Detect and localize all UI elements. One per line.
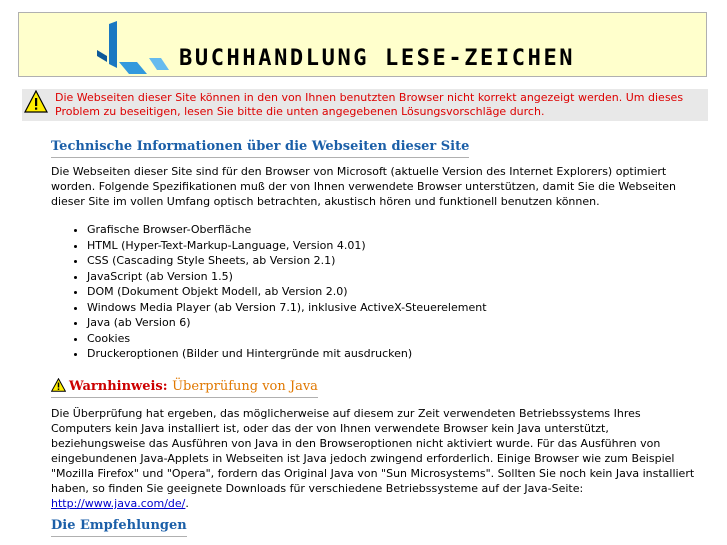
spec-item: • Windows Media Player (ab Version 7.1), inklusive ActiveX-Steuerelement [87, 300, 487, 316]
warning-prefix: Warnhinweis: [69, 379, 168, 394]
spec-item: • Java (ab Version 6) [87, 315, 487, 331]
java-warning-heading [51, 378, 318, 398]
spec-item: • Druckeroptionen (Bilder und Hintergründe mit ausdrucken) [87, 346, 487, 362]
warning-small-icon [51, 378, 66, 392]
bookmark-logo-icon [89, 20, 179, 78]
warning-triangle-icon [24, 90, 48, 114]
spec-item: • JavaScript (ab Version 1.5) [87, 269, 487, 285]
technical-info-heading: Technische Informationen über die Webseiten dieser Site [51, 139, 469, 158]
technical-intro-text: Die Webseiten dieser Site sind für den Browser von Microsoft (aktuelle Version des Internet Explorers) optimiert worden. Folgende Spezifikationen muß der von Ihnen verwendete Browser unterstützen, damit Sie die Webseiten dieser Site im vollen Umfang optisch betrachten, akustisch hören und funktionell benutzen können. [51, 165, 677, 208]
recommendations-heading: Die Empfehlungen [51, 518, 187, 537]
java-download-link[interactable]: http://www.java.com/de/ [51, 497, 186, 510]
java-warning-body: Die Überprüfung hat ergeben, das möglicherweise auf diesem zur Zeit verwendeten Betriebssystems Ihres Computers kein Java installiert ist, oder das der von Ihnen verwendete Browser kein Java unterstützt, beziehungsweise das Ausführen von Java in den Browseroptionen nicht aktiviert wurde. Für das Ausführen von eingebundenen Java-Applets in Webseiten ist Java jedoch zwingend erforderlich. Einige Browser wie zum Beispiel "Mozilla Firefox" und "Opera", fordern das Original Java von "Sun Microsystems". Sollten Sie noch kein Java installiert haben, so finden Sie geeignete Downloads für verschiedene Betriebssysteme auf der Java-Seite: [51, 407, 695, 495]
browser-warning-banner [22, 89, 708, 121]
spec-item: • Grafische Browser-Oberfläche [87, 222, 487, 238]
browser-warning-text: Die Webseiten dieser Site können in den von Ihnen benutzten Browser nicht korrekt angezeigt werden. Um dieses Problem zu beseitigen, lesen Sie bitte die unten angegebenen Lösungsvorschläge durch. [55, 91, 684, 118]
link-trailing-punct: . [185, 497, 189, 510]
spec-item: • Cookies [87, 331, 487, 347]
browser-spec-list [51, 222, 487, 362]
java-warning-text [51, 406, 701, 511]
spec-item: • CSS (Cascading Style Sheets, ab Version 2.1) [87, 253, 487, 269]
warning-topic: Überprüfung von Java [172, 379, 318, 394]
spec-item: • DOM (Dokument Objekt Modell, ab Version 2.0) [87, 284, 487, 300]
site-title: BUCHHANDLUNG LESE-ZEICHEN [179, 46, 576, 71]
spec-item: • HTML (Hyper-Text-Markup-Language, Version 4.01) [87, 238, 487, 254]
site-header [18, 12, 707, 77]
